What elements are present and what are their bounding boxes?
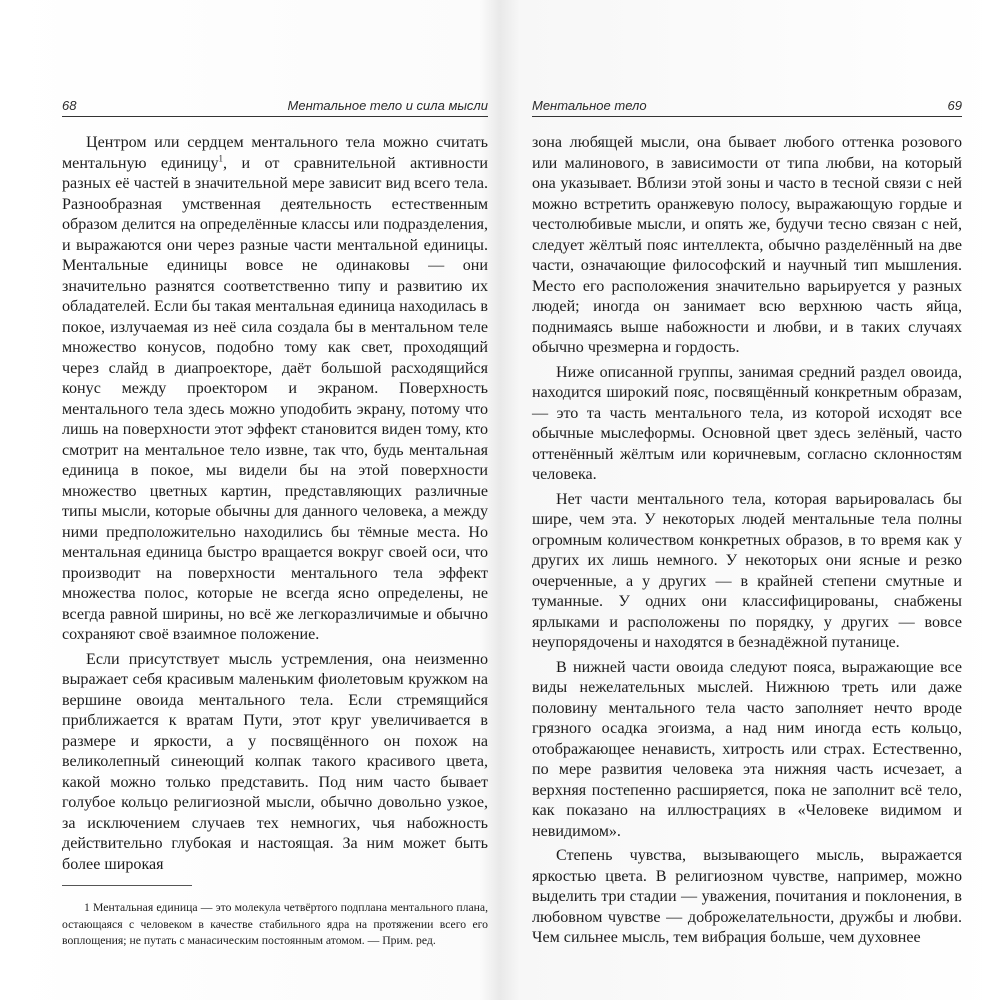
left-page: [62, 98, 488, 950]
footnote: 1 Ментальная единица — это молекула четвёртого подплана ментального плана, остающаяся с человеком в качестве стабильного ядра на протяжении всего его воплощения; не путать с манасическим постоянным атомом. — Прим. ред.: [62, 901, 488, 947]
paragraph: В нижней части овоида следуют пояса, выражающие все виды нежелательных мыслей. Нижнюю треть или даже половину ментального тела часто заполняет нечто вроде грязного осадка эгоизма, а над ним иногда есть кольцо, отображающее ненависть, хитрость или страх. Естественно, по мере развития человека эта нижняя часть исчезает, а верхняя постепенно расширяется, пока не заполнит всё тело, как показано на иллюстрациях в «Человеке видимом и невидимом».: [532, 658, 962, 840]
running-title: Ментальное тело: [532, 98, 647, 113]
footnote-marker: 1: [218, 153, 224, 164]
paragraph: Если присутствует мысль устремления, она неизменно выражает себя красивым маленьким фиолетовым кружком на вершине овоида ментального тела. Если стремящийся приближается к вратам Пути, этот круг увеличивается в размере и яркости, а у посвящённого он похож на великолепный синеющий колпак такого красивого цвета, какой можно только представить. Под ним часто бывает голубое кольцо религиозной мысли, обычно довольно узкое, за исключением случаев тех немногих, чья набожность действительно глубокая и настоящая. За ним может быть более широкая: [62, 650, 488, 873]
right-body: [532, 133, 962, 949]
page-number: 69: [947, 98, 962, 113]
running-header: [532, 98, 962, 117]
footnote-rule: [62, 885, 192, 886]
paragraph: Нет части ментального тела, которая варьировалась бы шире, чем эта. У некоторых людей ментальные тела полны огромным количеством конкретных образов, в то время как у других их лишь немного. У некоторых они ясные и резко очерченные, а у других — в крайней степени смутные и туманные. У одних они классифицированы, снабжены ярлыками и расположены по порядку, у других — вовсе неупорядочены и находятся в безнадёжной путанице.: [532, 490, 962, 651]
page-number: 68: [62, 98, 77, 113]
running-header: [62, 98, 488, 117]
left-body: [62, 133, 488, 950]
paragraph: Ниже описанной группы, занимая средний раздел овоида, находится широкий пояс, посвящённый конкретным образам, — это та часть ментального тела, из которой исходят все обычные мыслеформы. Основной цвет здесь зелёный, часто оттенённый жёлтым или коричневым, согласно склонностям человека.: [532, 363, 962, 483]
paragraph: зона любящей мысли, она бывает любого оттенка розового или малинового, в зависимости от типа любви, на который она указывает. Вблизи этой зоны и часто в тесной связи с ней можно встретить оранжевую полосу, выражающую гордые и честолюбивые мысли, и опять же, будучи тесно связан с ней, следует жёлтый пояс интеллекта, обычно разделённый на две части, означающие философский и научный тип мышления. Место его расположения значительно варьируется у разных людей; иногда он занимает всю верхнюю часть яйца, поднимаясь выше набожности и любви, и в таких случаях обычно чрезмерна и гордость.: [532, 134, 962, 356]
running-title: Ментальное тело и сила мысли: [287, 98, 488, 113]
paragraph: Центром или сердцем ментального тела можно считать ментальную единицу$^1$, и от сравнительной активности разных её частей в значительной мере зависит вид всего тела. Разнообразная умственная деятельность естественным образом делится на определённые классы или подразделения, и выражаются они через разные части ментальной единицы. Ментальные единицы вовсе не одинаковы — они значительно разнятся соответственно типу и развитию их обладателей. Если бы такая ментальная единица находилась в покое, излучаемая из неё сила создала бы в ментальном теле множество конусов, подобно тому как свет, проходящий через слайд в диапроекторе, даёт большой расходящийся конус между проектором и экраном. Поверхность ментального тела здесь можно уподобить экрану, потому что лишь на поверхности этот эффект становится виден тому, кто смотрит на ментальное тело извне, так что, будь ментальная единица в покое, мы видели бы на этой поверхности множество цветных картин, представляющих различные типы мысли, которые обычны для данного человека, а между ними предположительно находились бы тёмные места. Но ментальная единица быстро вращается вокруг своей оси, что производит на поверхности ментального тела эффект множества полос, которые не всегда ясно определены, не всегда равной ширины, но всё же легкоразличимые и обычно сохраняют своё взаимное положение.: [62, 134, 489, 643]
paragraph: Степень чувства, вызывающего мысль, выражается яркостью цвета. В религиозном чувстве, например, можно выделить три стадии — уважения, почитания и поклонения, в любовном чувстве — доброжелательности, дружбы и любви. Чем сильнее мысль, тем вибрация больше, чем духовнее: [532, 847, 962, 946]
right-page: [532, 98, 962, 949]
